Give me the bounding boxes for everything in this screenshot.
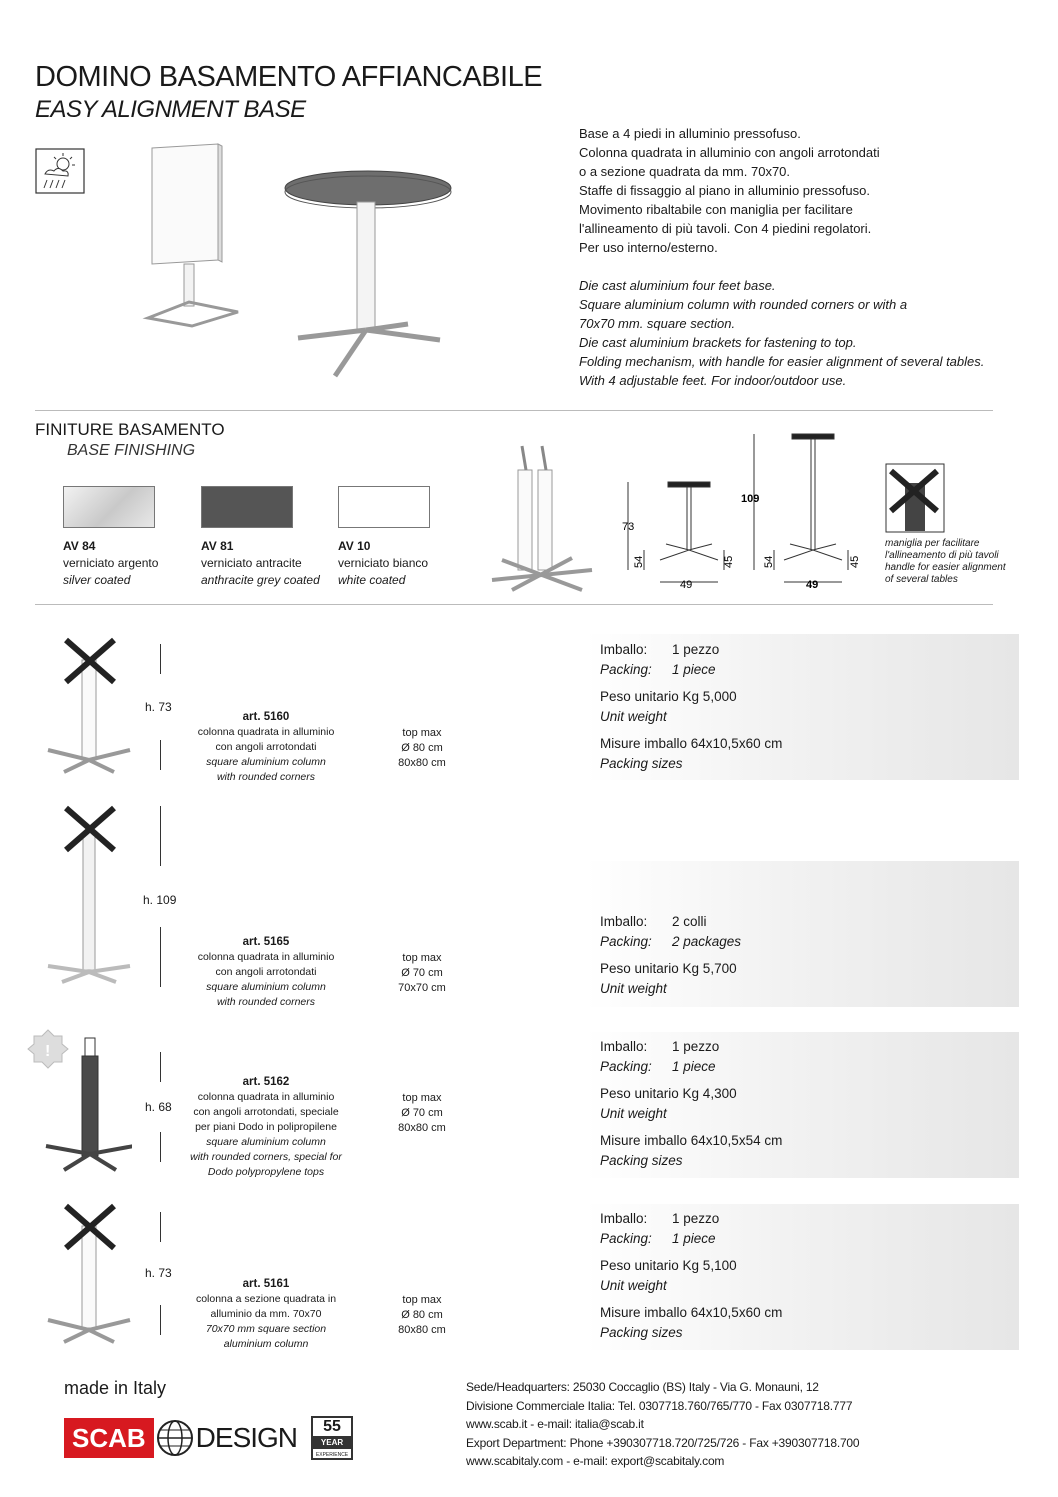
handle-note bbox=[885, 538, 1006, 586]
finishes-subtitle: BASE FINISHING bbox=[67, 442, 196, 459]
desc-en-line: Die cast aluminium four feet base. bbox=[579, 278, 776, 293]
contact-info bbox=[466, 1378, 859, 1471]
swatch-silver bbox=[63, 486, 155, 528]
handle-note-line: handle for easier alignment bbox=[885, 562, 1006, 573]
finish-it: verniciato bianco bbox=[338, 556, 429, 570]
contact-line: www.scabitaly.com - e-mail: export@scabitaly.com bbox=[466, 1454, 725, 1468]
contact-line: www.scab.it - e-mail: italia@scab.it bbox=[466, 1417, 644, 1431]
brand-design: DESIGN bbox=[195, 1422, 298, 1453]
product-description bbox=[579, 124, 1009, 390]
handle-note-line: of several tables bbox=[885, 574, 958, 585]
svg-text:!: ! bbox=[45, 1043, 51, 1060]
desc-it-line: Staffe di fissaggio al piano in alluminio pressofuso. bbox=[579, 183, 870, 198]
finish-code: AV 81 bbox=[201, 539, 234, 553]
article-desc-en: square aluminium column bbox=[206, 981, 326, 993]
packing-info: Imballo: 2 colli Packing: 2 packages Peso unitario Kg 5,700 Unit weight bbox=[600, 914, 742, 996]
article-desc-en: with rounded corners, special for bbox=[190, 1151, 342, 1163]
top-max bbox=[377, 1293, 467, 1338]
article-desc: colonna quadrata in alluminio bbox=[197, 1091, 335, 1103]
article-desc-en: 70x70 mm square section bbox=[205, 1323, 327, 1335]
dim-width-49: 49 bbox=[680, 579, 693, 591]
years-badge bbox=[311, 1416, 353, 1460]
height-label: h. 109 bbox=[143, 893, 177, 907]
article-desc: colonna quadrata in alluminio bbox=[197, 951, 335, 963]
height-label: h. 73 bbox=[145, 700, 172, 714]
top-max-square: 80x80 cm bbox=[398, 1122, 446, 1134]
article-desc: con angoli arrotondati, speciale bbox=[193, 1106, 339, 1118]
finish-label bbox=[338, 538, 428, 589]
brand-scab: SCAB bbox=[64, 1418, 154, 1458]
finish-code: AV 84 bbox=[63, 539, 96, 553]
desc-it-line: Per uso interno/esterno. bbox=[579, 240, 718, 255]
top-max-round: Ø 70 cm bbox=[401, 1107, 443, 1119]
top-max-square: 80x80 cm bbox=[398, 757, 446, 769]
handle-detail-image bbox=[885, 463, 945, 533]
article-desc-en: Dodo polypropylene tops bbox=[207, 1166, 325, 1178]
height-marker bbox=[160, 1305, 161, 1335]
finish-it: verniciato antracite bbox=[201, 556, 302, 570]
handle-note-line: l'allineamento di più tavoli bbox=[885, 550, 999, 561]
swatch-anthracite bbox=[201, 486, 293, 528]
height-label: h. 68 bbox=[145, 1100, 172, 1114]
top-max bbox=[377, 1091, 467, 1136]
top-max-label: top max bbox=[402, 1092, 442, 1104]
desc-it-line: l'allineamento di più tavoli. Con 4 piedini regolatori. bbox=[579, 221, 872, 236]
height-marker bbox=[160, 740, 161, 770]
height-marker bbox=[160, 927, 161, 987]
dim-height-109: 109 bbox=[741, 493, 760, 505]
packing-info: Imballo: 1 pezzo Packing: 1 piece Peso unitario Kg 5,100 Unit weight Misure imballo 64x10,5x60 cm Packing sizes bbox=[600, 1211, 783, 1340]
contact-line: Sede/Headquarters: 25030 Coccaglio (BS) Italy - Via G. Monauni, 12 bbox=[466, 1380, 819, 1394]
dim-width-49: 49 bbox=[806, 579, 819, 591]
dim-foot-45: 45 bbox=[849, 555, 861, 568]
years-sub: EXPERIENCE bbox=[315, 1452, 349, 1458]
globe-icon bbox=[156, 1419, 194, 1457]
article-code: art. 5162 bbox=[242, 1076, 290, 1088]
made-in-italy: made in Italy bbox=[64, 1378, 167, 1398]
article-info bbox=[176, 935, 356, 1010]
article-desc: con angoli arrotondati bbox=[215, 966, 317, 978]
article-desc-en: aluminium column bbox=[223, 1338, 309, 1350]
contact-line: Export Department: Phone +390307718.720/725/726 - Fax +390307718.700 bbox=[466, 1435, 860, 1450]
aligned-bases-image bbox=[482, 440, 607, 600]
top-max-square: 80x80 cm bbox=[398, 1324, 446, 1336]
product-5160-image bbox=[42, 632, 132, 774]
years-label: YEAR bbox=[313, 1436, 351, 1449]
desc-en-line: Die cast aluminium brackets for fastening to top. bbox=[579, 335, 857, 350]
article-desc-en: square aluminium column bbox=[206, 1136, 326, 1148]
article-desc: colonna quadrata in alluminio bbox=[197, 726, 335, 738]
desc-it-line: Colonna quadrata in alluminio con angoli arrotondati bbox=[579, 145, 880, 160]
height-label: h. 73 bbox=[145, 1266, 172, 1280]
dim-height-73: 73 bbox=[622, 521, 635, 533]
article-desc: per piani Dodo in polipropilene bbox=[195, 1121, 337, 1133]
desc-it-line: Base a 4 piedi in alluminio pressofuso. bbox=[579, 126, 801, 141]
height-marker bbox=[160, 1212, 161, 1242]
dim-foot-45: 45 bbox=[723, 555, 735, 568]
article-desc: con angoli arrotondati bbox=[215, 741, 317, 753]
dim-base-54: 54 bbox=[633, 555, 645, 568]
finishes-title: FINITURE BASAMENTO bbox=[35, 420, 225, 439]
desc-en-line: 70x70 mm. square section. bbox=[579, 316, 736, 331]
desc-en-line: Folding mechanism, with handle for easier alignment of several tables. bbox=[579, 354, 985, 369]
article-info bbox=[176, 710, 356, 785]
article-info bbox=[176, 1075, 356, 1180]
finish-label bbox=[63, 538, 158, 589]
article-code: art. 5160 bbox=[242, 711, 290, 723]
desc-en-line: Square aluminium column with rounded corners or with a bbox=[579, 297, 908, 312]
desc-it-line: Movimento ribaltabile con maniglia per facilitare bbox=[579, 202, 853, 217]
top-max-round: Ø 70 cm bbox=[401, 967, 443, 979]
article-desc: colonna a sezione quadrata in bbox=[195, 1293, 337, 1305]
handle-note-line: maniglia per facilitare bbox=[885, 538, 980, 549]
top-max-square: 70x70 cm bbox=[398, 982, 446, 994]
article-info bbox=[176, 1277, 356, 1352]
page-title: DOMINO BASAMENTO AFFIANCABILE bbox=[35, 61, 543, 93]
height-marker bbox=[160, 1052, 161, 1082]
finish-code: AV 10 bbox=[338, 539, 371, 553]
top-max bbox=[377, 951, 467, 996]
dim-base-54: 54 bbox=[763, 555, 775, 568]
top-max-round: Ø 80 cm bbox=[401, 1309, 443, 1321]
article-desc-en: square aluminium column bbox=[206, 756, 326, 768]
divider bbox=[35, 604, 993, 605]
swatch-white bbox=[338, 486, 430, 528]
page-subtitle: EASY ALIGNMENT BASE bbox=[35, 96, 306, 123]
finish-label bbox=[201, 538, 320, 589]
height-marker bbox=[160, 644, 161, 674]
top-max-label: top max bbox=[402, 727, 442, 739]
weather-icon bbox=[35, 148, 85, 194]
product-5165-image bbox=[42, 800, 132, 985]
desc-en-line: With 4 adjustable feet. For indoor/outdoor use. bbox=[579, 373, 847, 388]
product-5162-image bbox=[42, 1030, 132, 1180]
article-desc: alluminio da mm. 70x70 bbox=[210, 1308, 322, 1320]
finish-it: verniciato argento bbox=[63, 556, 159, 570]
finish-en: anthracite grey coated bbox=[201, 573, 320, 587]
article-code: art. 5165 bbox=[242, 936, 290, 948]
top-max-round: Ø 80 cm bbox=[401, 742, 443, 754]
height-marker bbox=[160, 806, 161, 866]
product-5161-image bbox=[42, 1198, 132, 1346]
desc-it-line: o a sezione quadrata da mm. 70x70. bbox=[579, 164, 791, 179]
product-hero-image bbox=[140, 140, 480, 390]
finish-en: white coated bbox=[338, 573, 406, 587]
packing-info: Imballo: 1 pezzo Packing: 1 piece Peso unitario Kg 5,000 Unit weight Misure imballo 64x10,5x60 cm Packing sizes bbox=[600, 642, 783, 771]
top-max bbox=[377, 726, 467, 771]
finish-en: silver coated bbox=[63, 573, 131, 587]
brand-logo bbox=[64, 1418, 353, 1458]
article-code: art. 5161 bbox=[242, 1278, 290, 1290]
years-number: 55 bbox=[323, 1418, 341, 1435]
packing-info: Imballo: 1 pezzo Packing: 1 piece Peso unitario Kg 4,300 Unit weight Misure imballo 64x10,5x54 cm Packing sizes bbox=[600, 1039, 783, 1168]
article-desc-en: with rounded corners bbox=[216, 996, 316, 1008]
top-max-label: top max bbox=[402, 1294, 442, 1306]
divider bbox=[35, 410, 993, 411]
contact-line: Divisione Commerciale Italia: Tel. 0307718.760/765/770 - Fax 0307718.777 bbox=[466, 1398, 853, 1413]
top-max-label: top max bbox=[402, 952, 442, 964]
height-marker bbox=[160, 1132, 161, 1162]
article-desc-en: with rounded corners bbox=[216, 771, 316, 783]
